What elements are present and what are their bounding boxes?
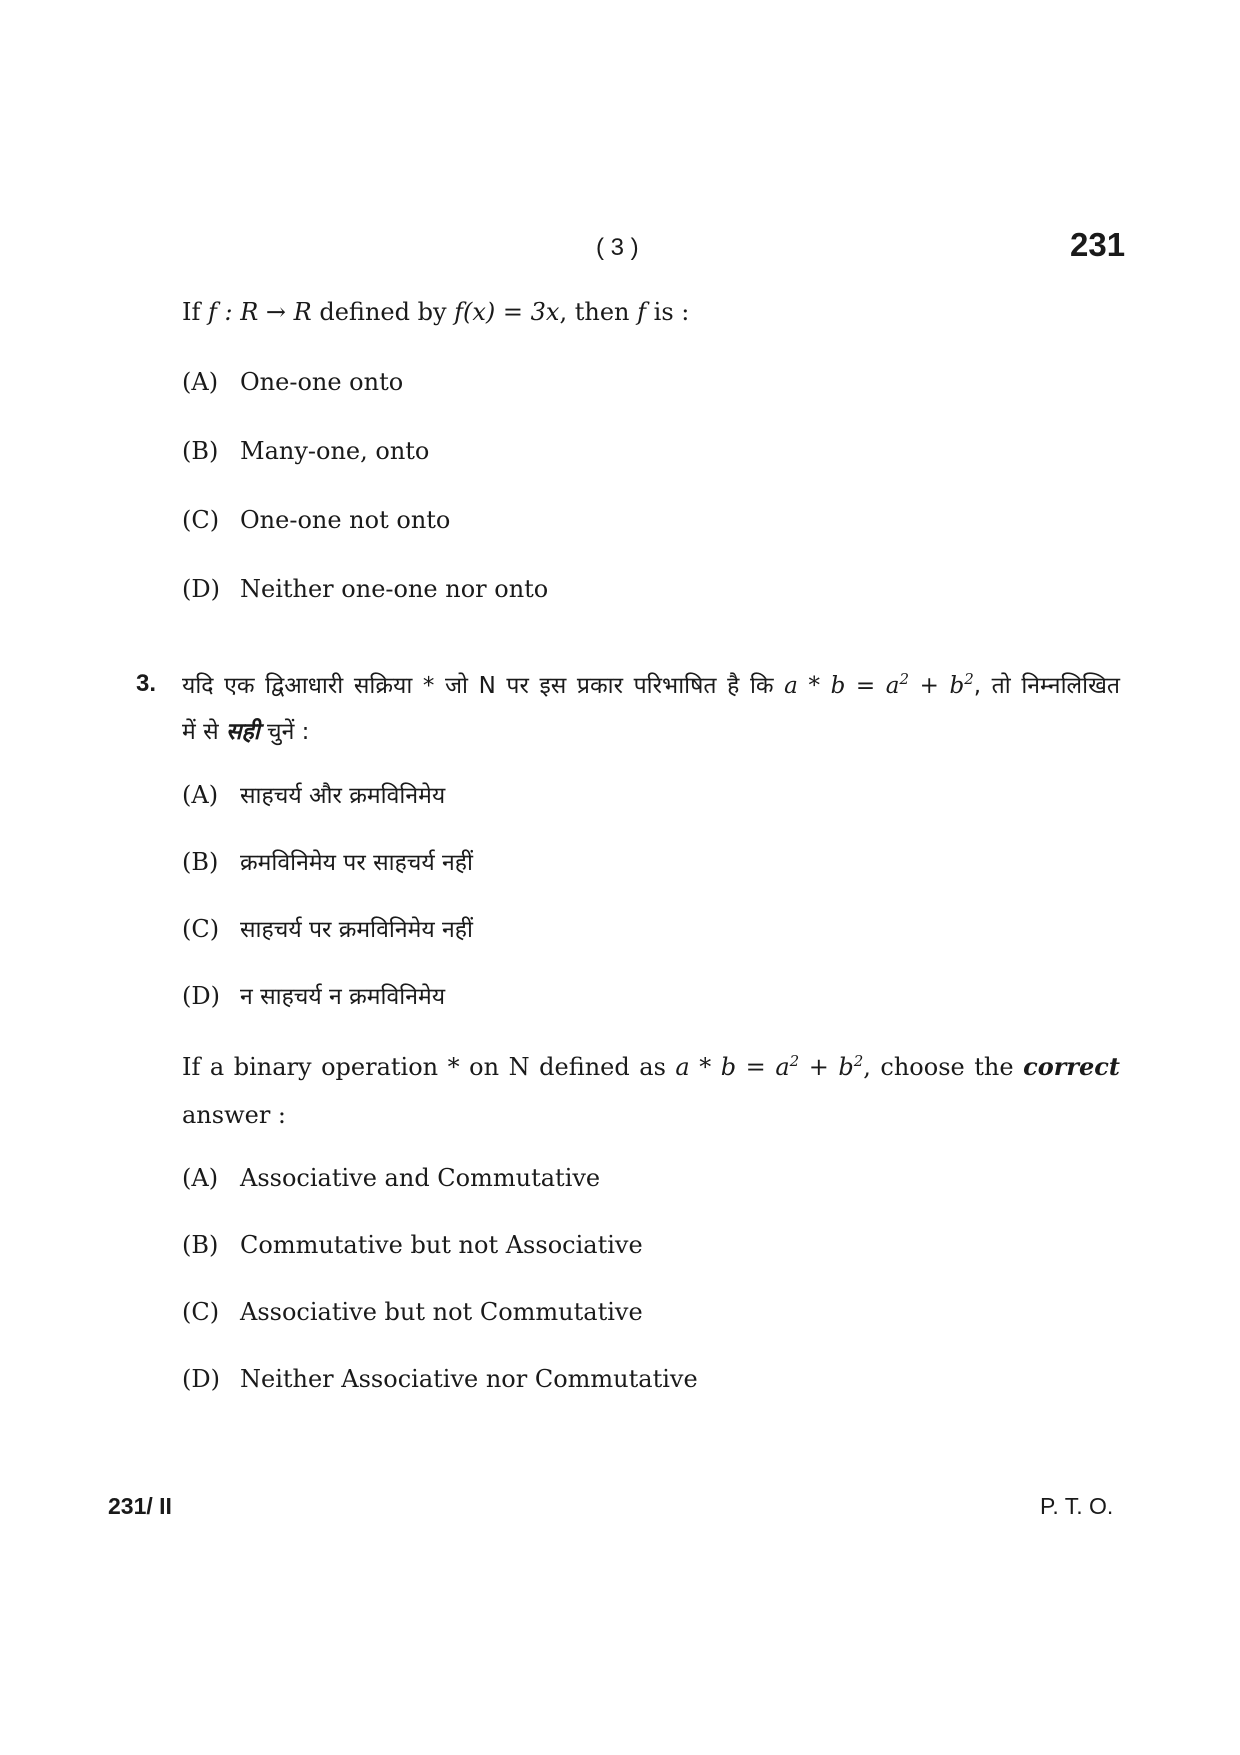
option-text: क्रमविनिमेय पर साहचर्य नहीं bbox=[240, 850, 473, 876]
english-option bbox=[182, 1231, 643, 1259]
question-3-hindi-stem-line2 bbox=[182, 714, 309, 746]
stem-text: , then bbox=[559, 298, 638, 326]
option-text: Neither Associative nor Commutative bbox=[240, 1365, 698, 1393]
option-text: Many-one, onto bbox=[240, 437, 430, 465]
stem-text: is : bbox=[646, 298, 690, 326]
emphasis-word: correct bbox=[1023, 1052, 1120, 1081]
math-part: a * b = a bbox=[784, 673, 900, 699]
stem-text: defined by bbox=[311, 298, 455, 326]
option-letter: (B) bbox=[182, 437, 219, 465]
question-number: 3. bbox=[136, 670, 157, 697]
page-number: ( 3 ) bbox=[596, 234, 639, 261]
hindi-stem-text: चुनें : bbox=[259, 719, 310, 745]
english-stem-text: If a binary operation * on N defined as bbox=[182, 1053, 666, 1081]
option-text: Neither one-one nor onto bbox=[240, 575, 549, 603]
footer-pto: P. T. O. bbox=[1040, 1493, 1114, 1519]
option bbox=[182, 575, 548, 603]
emphasis-word: सही bbox=[225, 719, 260, 745]
option-text: Associative but not Commutative bbox=[240, 1298, 643, 1326]
paper-code: 231 bbox=[1070, 226, 1126, 263]
superscript: 2 bbox=[789, 1052, 800, 1070]
option-letter: (C) bbox=[182, 506, 220, 534]
hindi-option bbox=[182, 912, 473, 944]
option bbox=[182, 368, 403, 396]
superscript: 2 bbox=[899, 670, 910, 688]
question-3-english-stem bbox=[182, 1052, 1120, 1081]
english-option bbox=[182, 1298, 643, 1326]
english-option bbox=[182, 1164, 600, 1192]
english-stem-math bbox=[675, 1053, 863, 1081]
footer-paper-code: 231/ II bbox=[108, 1493, 172, 1519]
option-text: Associative and Commutative bbox=[240, 1164, 601, 1192]
stem-text: If bbox=[182, 298, 208, 326]
hindi-option bbox=[182, 845, 473, 877]
question-3-english-stem-line2: answer : bbox=[182, 1101, 287, 1129]
hindi-stem-math bbox=[784, 670, 974, 699]
option-text: साहचर्य पर क्रमविनिमेय नहीं bbox=[240, 917, 473, 943]
hindi-option bbox=[182, 778, 445, 810]
option-text: One-one onto bbox=[240, 368, 404, 396]
option-text: Commutative but not Associative bbox=[240, 1231, 643, 1259]
option-letter: (D) bbox=[182, 1365, 220, 1393]
stem-math: f(x) = 3x bbox=[454, 298, 560, 326]
stem-math: f : R → R bbox=[208, 298, 312, 326]
hindi-option bbox=[182, 979, 445, 1011]
option-letter: (C) bbox=[182, 1298, 220, 1326]
option-letter: (A) bbox=[182, 368, 219, 396]
hindi-stem-text: यदि एक द्विआधारी सक्रिया * जो N पर इस प्रकार परिभाषित है कि bbox=[182, 673, 774, 699]
hindi-stem-text: में से bbox=[182, 719, 226, 745]
option-letter: (A) bbox=[182, 1164, 219, 1192]
option-letter: (B) bbox=[182, 1231, 219, 1259]
option-text: साहचर्य और क्रमविनिमेय bbox=[240, 783, 446, 809]
stem-math: f bbox=[637, 298, 647, 326]
english-option bbox=[182, 1365, 698, 1393]
option bbox=[182, 506, 450, 534]
option-letter: (A) bbox=[182, 781, 219, 809]
superscript: 2 bbox=[853, 1052, 864, 1070]
option-letter: (D) bbox=[182, 575, 220, 603]
option-letter: (D) bbox=[182, 982, 220, 1010]
option-text: One-one not onto bbox=[240, 506, 451, 534]
english-stem-text: , choose the bbox=[863, 1053, 1014, 1081]
math-part: + b bbox=[799, 1053, 854, 1081]
superscript: 2 bbox=[964, 670, 974, 688]
option-letter: (B) bbox=[182, 848, 219, 876]
question-3-hindi-stem bbox=[182, 668, 1120, 700]
hindi-stem-text: , तो निम्नलिखित bbox=[973, 673, 1121, 699]
option-text: न साहचर्य न क्रमविनिमेय bbox=[240, 984, 446, 1010]
option-letter: (C) bbox=[182, 915, 220, 943]
question-2-stem bbox=[182, 298, 689, 326]
math-part: + b bbox=[909, 673, 965, 699]
option bbox=[182, 437, 429, 465]
math-part: a * b = a bbox=[675, 1053, 790, 1081]
